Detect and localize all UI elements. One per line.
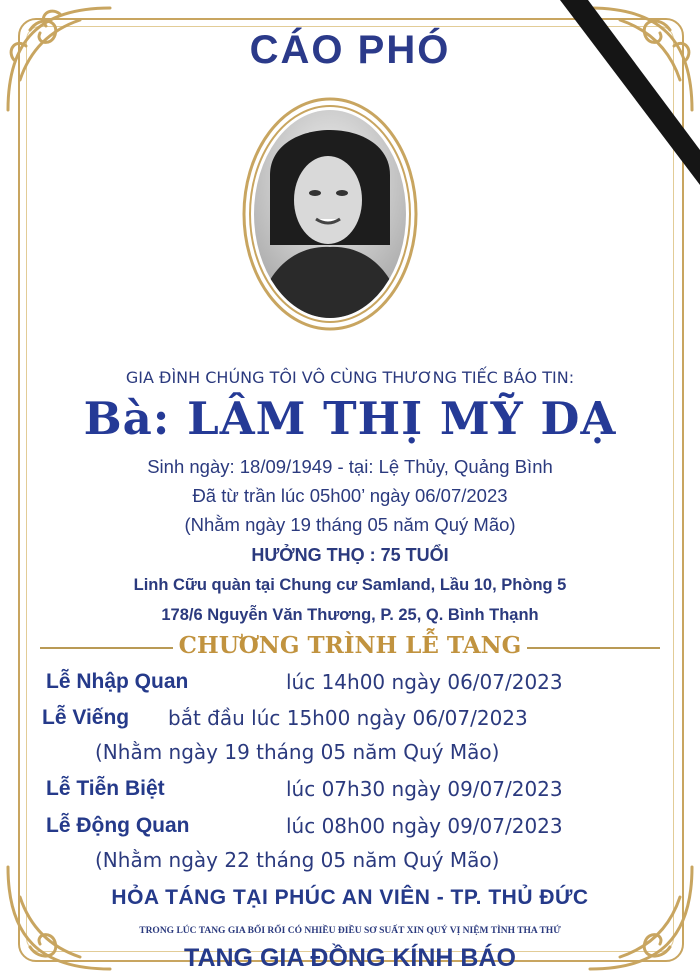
deceased-name: Bà: LÂM THỊ MỸ DẠ	[83, 392, 617, 445]
passed-info: Đã từ trần lúc 05h00’ ngày 06/07/2023	[192, 485, 508, 506]
birth-info: Sinh ngày: 18/09/1949 - tại: Lệ Thủy, Quảng Bình	[147, 456, 553, 477]
cremation-info: HỎA TÁNG TẠI PHÚC AN VIÊN - TP. THỦ ĐỨC	[111, 886, 589, 909]
event-time: lúc 14h00 ngày 06/07/2023	[286, 670, 563, 694]
event-time: bắt đầu lúc 15h00 ngày 06/07/2023	[168, 706, 528, 730]
address-line-1: Linh Cữu quàn tại Chung cư Samland, Lầu 10, Phòng 5	[133, 576, 567, 594]
event-lunar-note: (Nhằm ngày 22 tháng 05 năm Quý Mão)	[95, 848, 500, 872]
program-header	[40, 632, 660, 662]
apology-text: TRONG LÚC TANG GIA BỐI RỐI CÓ NHIỀU ĐIỀU SƠ SUẤT XIN QUÝ VỊ NIỆM TÌNH THA THỨ	[139, 926, 561, 936]
event-time: lúc 07h30 ngày 09/07/2023	[286, 777, 563, 801]
event-time: lúc 08h00 ngày 09/07/2023	[286, 814, 563, 838]
address-line-2: 178/6 Nguyễn Văn Thương, P. 25, Q. Bình Thạnh	[161, 606, 539, 624]
age-info: HƯỞNG THỌ : 75 TUỔI	[251, 545, 449, 565]
event-name: Lễ Tiễn Biệt	[46, 777, 165, 800]
event-name: Lễ Viếng	[42, 706, 130, 729]
announcement-text: GIA ĐÌNH CHÚNG TÔI VÔ CÙNG THƯƠNG TIẾC BÁO TIN:	[125, 368, 575, 387]
program-title: CHƯƠNG TRÌNH LỄ TANG	[173, 632, 528, 659]
portrait-frame-icon	[240, 95, 420, 333]
event-lunar-note: (Nhằm ngày 19 tháng 05 năm Quý Mão)	[95, 740, 500, 764]
event-name: Lễ Nhập Quan	[46, 670, 189, 693]
page-title: CÁO PHÓ	[249, 28, 451, 72]
family-signature: TANG GIA ĐỒNG KÍNH BÁO	[184, 944, 516, 972]
event-name: Lễ Động Quan	[46, 814, 190, 837]
lunar-date-info: (Nhằm ngày 19 tháng 05 năm Quý Mão)	[184, 514, 516, 535]
